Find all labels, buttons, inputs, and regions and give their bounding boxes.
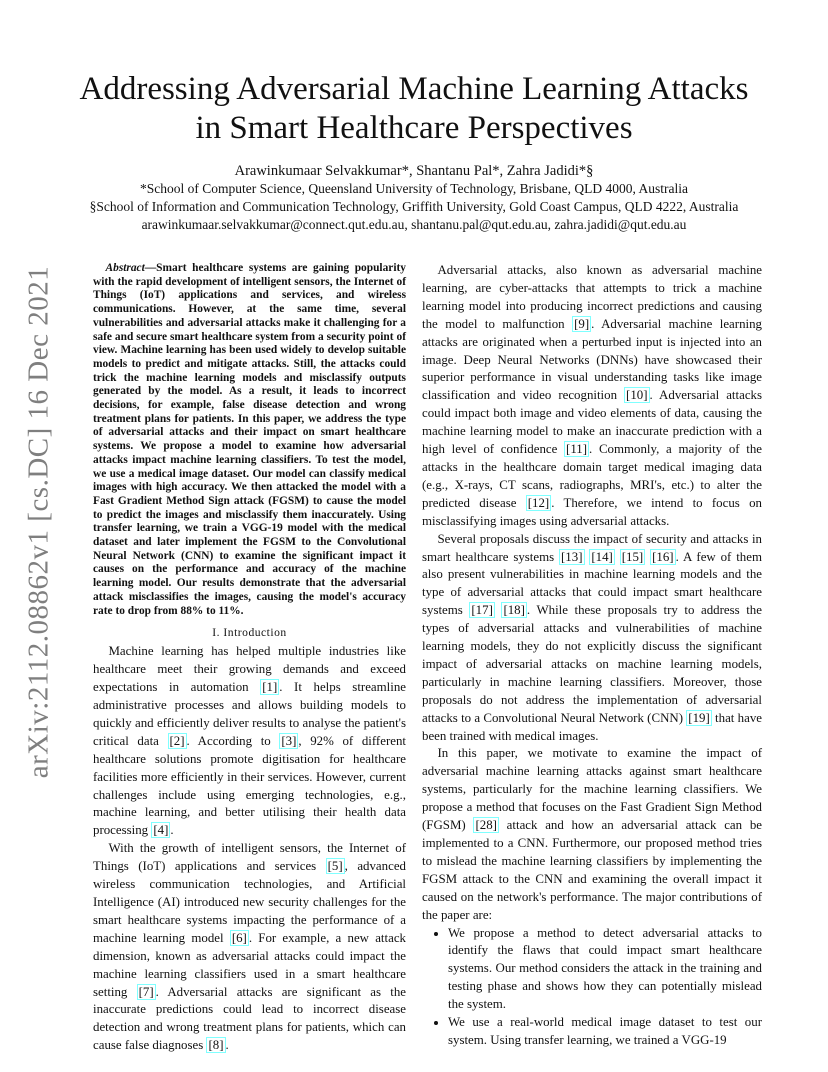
left-column (93, 262, 406, 1055)
right-column (422, 262, 762, 1050)
paragraph-text: , 92% of different healthcare solutions promote digitisation for healthcare facilities more efficiently in their services. However, current challenges include using emerging technologies, e.g., machine learning, and better utilising their health data processing (93, 733, 406, 838)
intro-paragraph-5 (422, 745, 762, 924)
contribution-item: • We use a real-world medical image dataset to test our system. Using transfer learning, we trained a VGG-19 (448, 1014, 762, 1050)
citation-link[interactable]: [8] (208, 1038, 224, 1053)
citation-link[interactable]: [13] (561, 549, 583, 564)
paragraph-text: . A few of them also present vulnerabilities in machine learning models and the type of adversarial attacks that could impact smart healthcare systems (422, 549, 762, 618)
paragraph-text: , advanced wireless communication technologies, and Artificial Intelligence (AI) introduced new security challenges for the smart healthcare systems impacting the performance of a machine learning model (93, 859, 406, 945)
paragraph-text: . According to (186, 733, 280, 748)
abstract-label: Abstract (105, 262, 145, 274)
citation-link[interactable]: [14] (591, 549, 613, 564)
paragraph-text: Adversarial attacks, also known as adversarial machine learning, are cyber-attacks that attempts to trick a machine learning model into producing incorrect predictions and causing the model to malfunction (422, 263, 762, 331)
paragraph-text: . Commonly, a majority of the attacks in the healthcare domain target medical imaging data (e.g., X-rays, CT scans, radiographs, MRI's, etc.) to alter the predicted disease (422, 442, 763, 510)
paper-title (0, 70, 828, 148)
paragraph-text: Several proposals discuss the impact of security and attacks in smart healthcare systems (422, 531, 762, 564)
citation-link[interactable]: [4] (153, 823, 169, 838)
paragraph-text: . (170, 823, 174, 838)
citation-link[interactable]: [9] (574, 316, 590, 331)
intro-paragraph-3 (422, 262, 762, 531)
paragraph-text: . Adversarial attacks are significant as the inaccurate predictions could lead to incorrect disease detection and wrong treatment plans for patients, which can cause false diagnoses (93, 984, 406, 1053)
citation-link[interactable]: [10] (626, 388, 648, 403)
author-list: Arawinkumaar Selvakkumar*, Shantanu Pal*, Zahra Jadidi*§ (234, 163, 594, 179)
paragraph-text: . While these proposals try to address the types of adversarial attacks and vulnerabilities of machine learning models, they do not explicitly discuss the significant impact of adversarial attacks on machine learning models, particularly in machine learning classifiers. Moreover, those proposals do not address the implementation of adversarial attacks to a Convolutional Neural Network (CNN) (422, 603, 762, 725)
citation-link[interactable]: [11] (566, 442, 588, 457)
citation-link[interactable]: [15] (621, 549, 644, 564)
paragraph-text: Machine learning has helped multiple industries like healthcare meet their growing demands and exceed expectations in automation (93, 644, 406, 695)
intro-paragraph-2 (93, 840, 406, 1055)
paragraph-text: . Adversarial attacks could impact both image and video elements of data, causing the machine learning model to make an inaccurate prediction with a high level of confidence (422, 388, 762, 457)
citation-link[interactable]: [7] (138, 984, 154, 999)
contribution-item: • We propose a method to detect adversarial attacks to identify the flaws that could impact smart healthcare systems. Our method considers the attack in the training and testing phase and shows how they can potentially mislead the system. (448, 925, 762, 1015)
citation-link[interactable]: [1] (262, 680, 278, 695)
citation-link[interactable]: [3] (281, 733, 297, 748)
paragraph-text: . (225, 1038, 229, 1053)
abstract (93, 262, 406, 618)
arxiv-identifier: arXiv:2112.08862v1 [cs.DC] 16 Dec 2021 (22, 265, 55, 779)
citation-link[interactable]: [17] (471, 603, 493, 618)
affiliation-griffith: §School of Information and Communication Technology, Griffith University, Gold Coast Campus, QLD 4222, Australia (89, 199, 739, 214)
arxiv-stamp (14, 265, 64, 779)
citation-link[interactable]: [19] (688, 710, 710, 725)
paragraph-text: With the growth of intelligent sensors, the Internet of Things (IoT) applications and services (93, 841, 406, 874)
paragraph-text: . Adversarial machine learning attacks are originated when a perturbed input is injected into an image. Deep Neural Networks (DNNs) have showcased their superior performance in visual understanding tasks like image classification and video recognition (422, 316, 762, 403)
citation-link[interactable]: [18] (503, 603, 525, 618)
paragraph-text: . For example, a new attack dimension, known as adversarial attacks could impact the machine learning classifiers used in a smart healthcare setting (93, 930, 406, 999)
paragraph-text: . Therefore, we intend to focus on misclassifying images using adversarial attacks. (422, 495, 762, 528)
citation-link[interactable]: [6] (231, 930, 247, 945)
abstract-text: —Smart healthcare systems are gaining popularity with the rapid development of intelligent sensors, the Internet of Things (IoT) applications and services, and wireless communications. However, at the same time, several vulnerabilities and adversarial attacks make it challenging for a safe and secure smart healthcare system from a security point of view. Machine learning has been used widely to develop suitable models to predict and mitigate attacks. Still, the attacks could trick the machine learning models and misclassify outputs generated by the model. As a result, it leads to incorrect decisions, for example, false disease detection and wrong treatment plans for patients. In this paper, we address the type of adversarial attacks and their impact on smart healthcare systems. We propose a model to examine how adversarial attacks impact machine learning classifiers. To test the model, we use a medical image dataset. Our model can classify medical images with high accuracy. We then attacked the model with a Fast Gradient Method Sign attack (FGSM) to cause the model to predict the images and misclassify them inaccurately. Using transfer learning, we train a VGG-19 model with the medical dataset and later implement the FGSM to the Convolutional Neural Network (CNN) to examine the significant impact it causes on the performance and accuracy of the machine learning model. Our results demonstrate that the adversarial attack misclassifies the images, causing the model's accuracy rate to drop from 88% to 11%. (93, 262, 406, 617)
citation-link[interactable]: [5] (327, 859, 343, 874)
author-emails: arawinkumaar.selvakkumar@connect.qut.edu.au, shantanu.pal@qut.edu.au, zahra.jadidi@qut.edu.au (141, 217, 687, 232)
citation-link[interactable]: [12] (527, 495, 550, 510)
paragraph-text (615, 550, 620, 564)
paragraph-text: In this paper, we motivate to examine the impact of adversarial machine learning attacks against smart healthcare systems, particularly for the machine learning classifiers. We propose a method that focuses on the Fast Gradient Sign Method (FGSM) (422, 746, 762, 833)
paragraph-text: attack and how an adversarial attack can be implemented to a CNN. Furthermore, our proposed method tries to mislead the machine learning classifiers by implementing the FGSM attack to the CNN and examining the overall impact it caused on the network's performance. The major contributions of the paper are: (422, 818, 763, 922)
contributions-list (422, 925, 762, 1050)
paragraph-text: that have been trained with medical images. (422, 710, 762, 743)
citation-link[interactable]: [16] (652, 549, 674, 564)
citation-link[interactable]: [28] (475, 818, 497, 833)
intro-paragraph-4 (422, 531, 762, 746)
paper-title-line-1: Addressing Adversarial Machine Learning Attacks (79, 71, 749, 107)
paragraph-text: . It helps streamline administrative processes and allows building models to quickly and efficiently deliver results to analyse the patient's critical data (93, 680, 407, 748)
affiliation-qut: *School of Computer Science, Queensland University of Technology, Brisbane, QLD 4000, Australia (140, 181, 688, 196)
intro-paragraph-1 (93, 643, 406, 840)
paper-title-line-2: in Smart Healthcare Perspectives (195, 110, 633, 146)
citation-link[interactable]: [2] (169, 733, 185, 748)
section-heading-introduction: I. Introduction (212, 626, 287, 640)
